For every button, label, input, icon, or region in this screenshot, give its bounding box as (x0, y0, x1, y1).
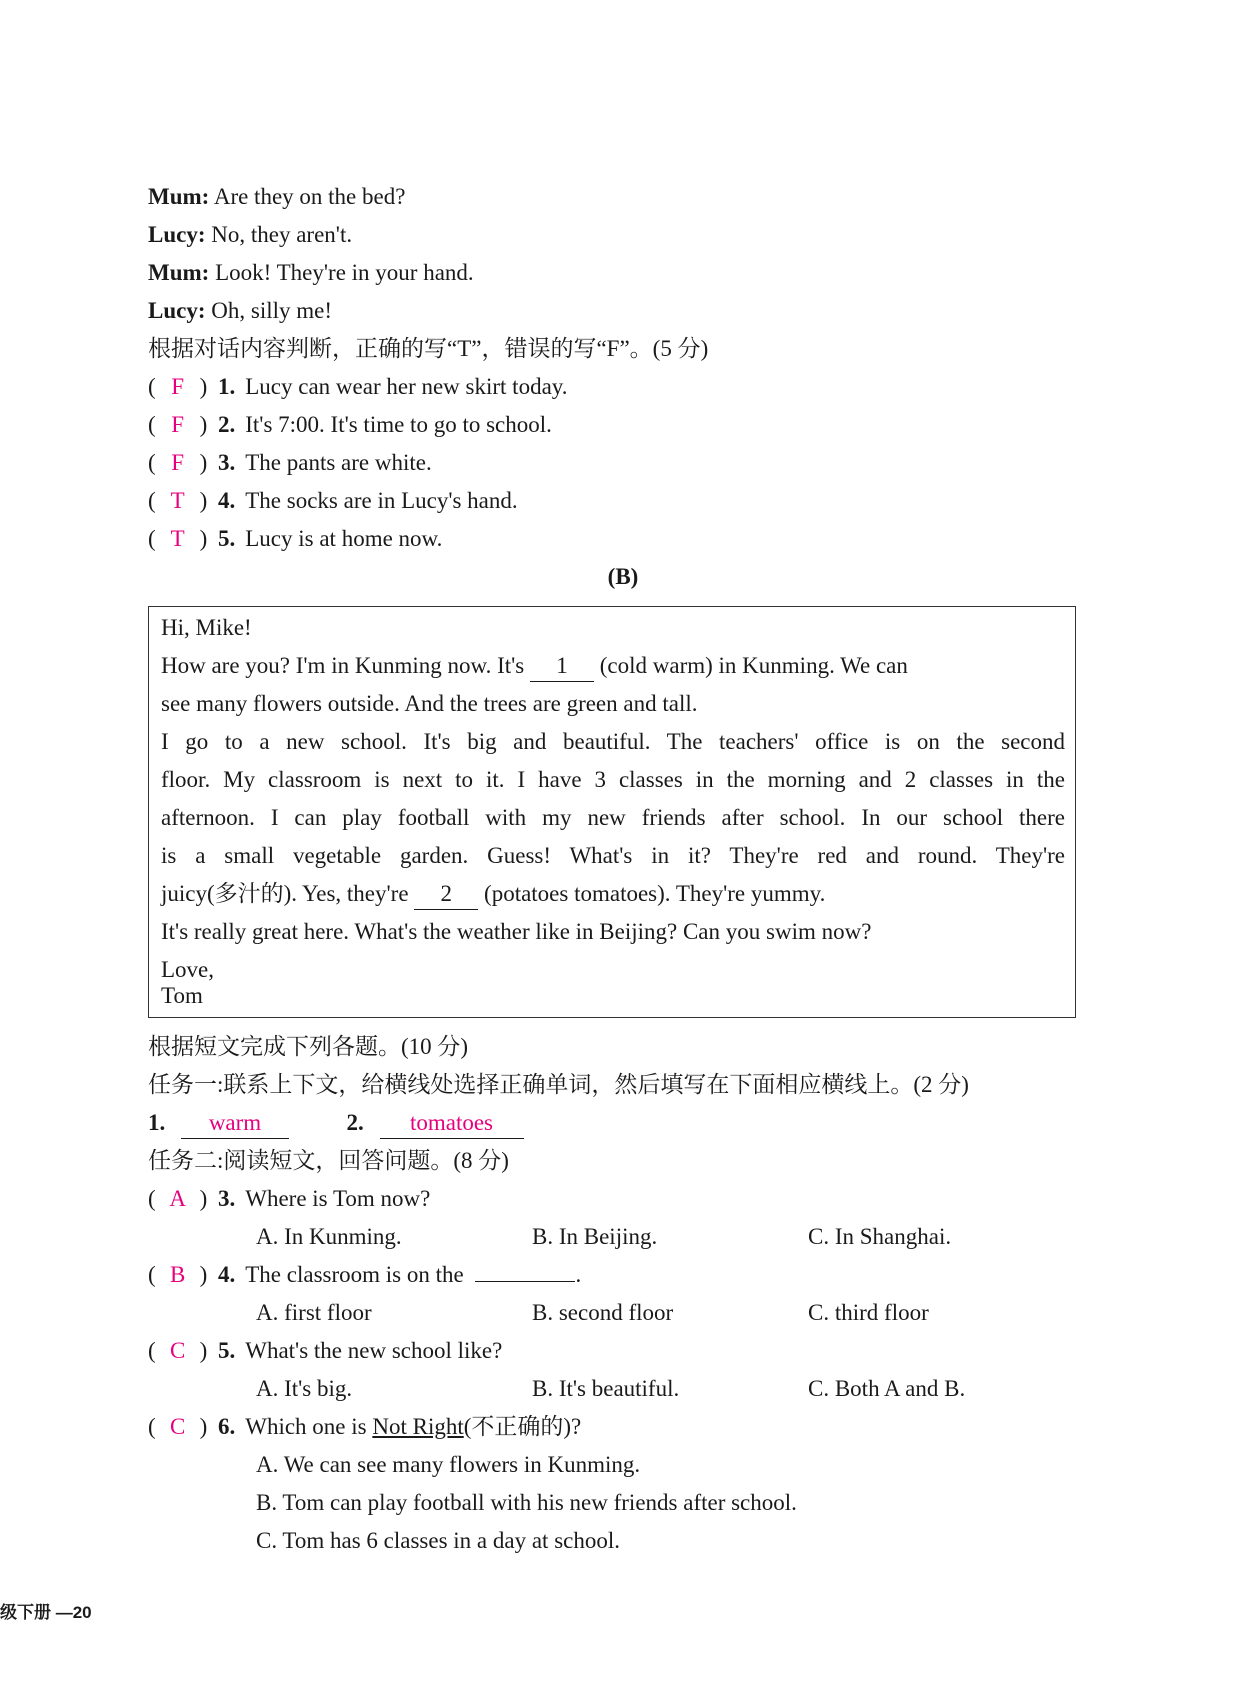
letter-line: How are you? I'm in Kunming now. It's 1 (cold warm) in Kunming. We can (161, 647, 1065, 685)
dialogue-text: Oh, silly me! (211, 298, 333, 323)
question-text: Lucy can wear her new skirt today. (245, 374, 568, 399)
tf-answer: T (170, 488, 185, 513)
answer-blank-2: tomatoes (380, 1108, 524, 1139)
dialogue-text: No, they aren't. (211, 222, 353, 247)
dialogue-line: Lucy: No, they aren't. (148, 222, 353, 247)
tf-question: ( F ) 2. It's 7:00. It's time to go to school. (148, 406, 552, 444)
question-text: Where is Tom now? (245, 1186, 431, 1211)
dialogue-line: Mum: Are they on the bed? (148, 184, 406, 209)
option-b: B. second floor (532, 1300, 674, 1325)
part-b-instruction: 根据短文完成下列各题。(10 分) (148, 1034, 469, 1059)
letter-signature: Tom (161, 983, 203, 1008)
letter-blank: 1 (530, 651, 594, 682)
section-heading: (B) (607, 564, 639, 589)
letter-line: I go to a new school. It's big and beautiful. The teachers' office is on the second (161, 729, 1065, 754)
question-blank (475, 1281, 575, 1282)
tf-answer: F (171, 412, 185, 437)
option-a: A. In Kunming. (256, 1224, 402, 1249)
dialogue-line: Mum: Look! They're in your hand. (148, 260, 474, 285)
mc-question: ( B ) 4. The classroom is on the . (148, 1256, 581, 1294)
question-text: What's the new school like? (245, 1338, 503, 1363)
mc-answer: C (170, 1414, 186, 1439)
tf-answer: F (171, 374, 185, 399)
mc-answer: B (170, 1262, 186, 1287)
task1-answers: 1. warm 2. tomatoes (148, 1104, 524, 1142)
speaker: Mum (148, 184, 202, 209)
tf-question: ( F ) 3. The pants are white. (148, 444, 432, 482)
speaker: Lucy (148, 222, 198, 247)
question-text: The pants are white. (245, 450, 432, 475)
mc-question: ( C ) 6. Which one is Not Right(不正确的)? (148, 1408, 581, 1446)
mc-question: ( A ) 3. Where is Tom now? (148, 1180, 430, 1218)
answer-blank-1: warm (181, 1108, 289, 1139)
letter-blank: 2 (414, 879, 478, 910)
option-c: C. Tom has 6 classes in a day at school. (256, 1528, 620, 1553)
letter-line: It's really great here. What's the weather like in Beijing? Can you swim now? (161, 919, 872, 944)
speaker: Mum (148, 260, 202, 285)
page-footer: 级下册 —20 (0, 1603, 92, 1622)
tf-question: ( T ) 4. The socks are in Lucy's hand. (148, 482, 518, 520)
letter-box (148, 606, 1076, 1018)
option-a: A. first floor (256, 1300, 372, 1325)
tf-question: ( T ) 5. Lucy is at home now. (148, 520, 442, 558)
tf-question: ( F ) 1. Lucy can wear her new skirt today. (148, 368, 568, 406)
mc-answer: C (170, 1338, 186, 1363)
option-a: A. We can see many flowers in Kunming. (256, 1452, 641, 1477)
task2-title: 任务二:阅读短文，回答问题。(8 分) (148, 1148, 509, 1173)
tf-answer: T (170, 526, 185, 551)
letter-line: afternoon. I can play football with my new friends after school. In our school there (161, 805, 1065, 830)
letter-line: is a small vegetable garden. Guess! What's in it? They're red and round. They're (161, 843, 1065, 868)
task1-title: 任务一:联系上下文，给横线处选择正确单词，然后填写在下面相应横线上。(2 分) (148, 1072, 969, 1097)
underlined-phrase: Not Right (372, 1414, 464, 1439)
question-text: Lucy is at home now. (245, 526, 443, 551)
speaker: Lucy (148, 298, 198, 323)
option-b: B. Tom can play football with his new friends after school. (256, 1490, 797, 1515)
question-text: It's 7:00. It's time to go to school. (245, 412, 552, 437)
letter-closing: Love, (161, 957, 215, 982)
tf-answer: F (171, 450, 185, 475)
part-a-instruction: 根据对话内容判断，正确的写“T”，错误的写“F”。(5 分) (148, 336, 709, 361)
option-c: C. In Shanghai. (808, 1224, 952, 1249)
dialogue-text: Look! They're in your hand. (215, 260, 474, 285)
option-c: C. third floor (808, 1300, 929, 1325)
option-b: B. In Beijing. (532, 1224, 658, 1249)
option-c: C. Both A and B. (808, 1376, 966, 1401)
letter-line: floor. My classroom is next to it. I have 3 classes in the morning and 2 classes in the (161, 767, 1065, 792)
mc-answer: A (169, 1186, 186, 1211)
dialogue-text: Are they on the bed? (213, 184, 406, 209)
letter-line: juicy(多汁的). Yes, they're 2 (potatoes tomatoes). They're yummy. (161, 875, 1065, 913)
dialogue-line: Lucy: Oh, silly me! (148, 298, 333, 323)
letter-greeting: Hi, Mike! (161, 615, 252, 640)
option-a: A. It's big. (256, 1376, 353, 1401)
option-b: B. It's beautiful. (532, 1376, 680, 1401)
question-text: The classroom is on the (245, 1262, 464, 1287)
letter-line: see many flowers outside. And the trees are green and tall. (161, 691, 698, 716)
question-text: The socks are in Lucy's hand. (245, 488, 518, 513)
mc-question: ( C ) 5. What's the new school like? (148, 1332, 502, 1370)
